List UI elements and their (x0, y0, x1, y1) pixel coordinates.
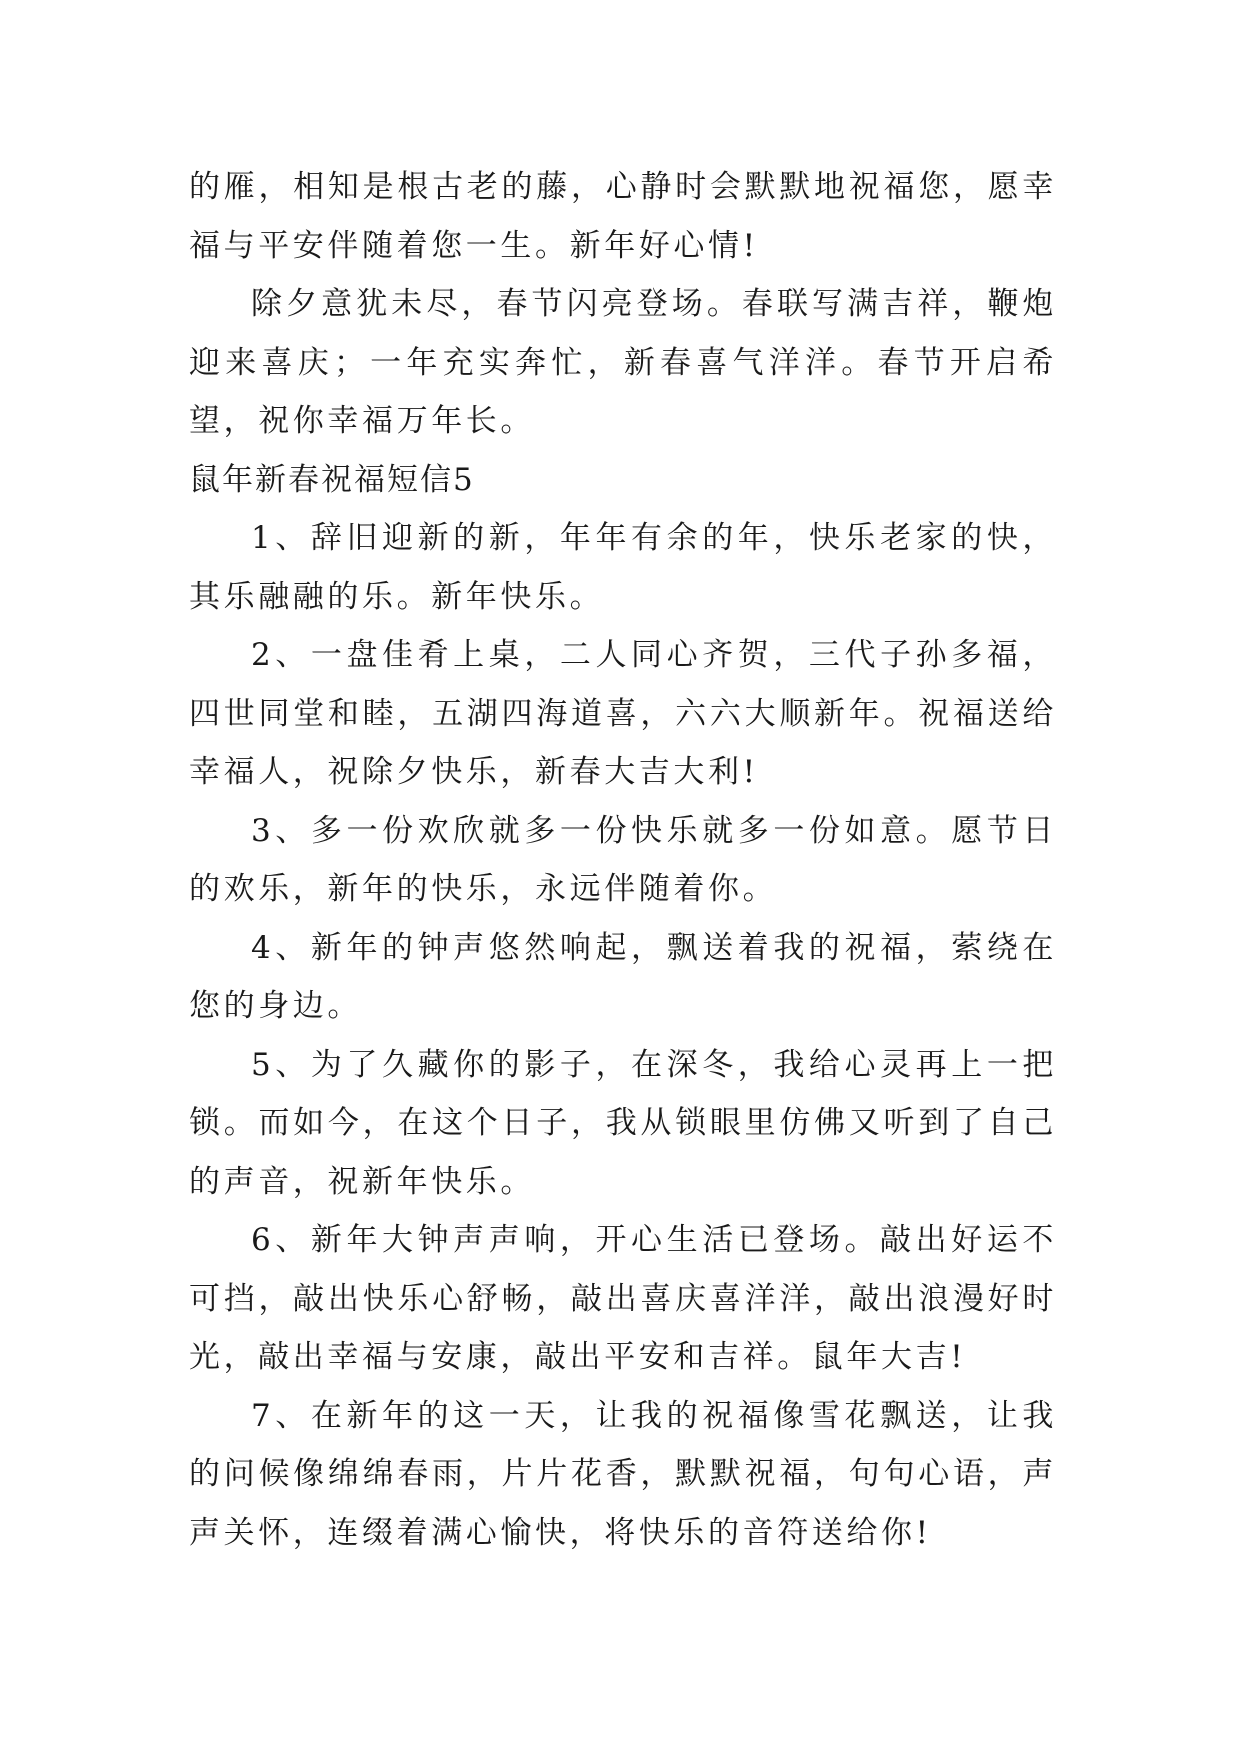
list-item-4: 4、新年的钟声悠然响起，飘送着我的祝福，萦绕在您的身边。 (189, 929, 1057, 1024)
continuation-paragraph: 的雁，相知是根古老的藤，心静时会默默地祝福您，愿幸福与平安伴随着您一生。新年好心情! (189, 169, 1057, 264)
list-item-5: 5、为了久藏你的影子，在深冬，我给心灵再上一把锁。而如今，在这个日子，我从锁眼里仿佛又听到了自己的声音，祝新年快乐。 (189, 1046, 1057, 1200)
list-item-1: 1、辞旧迎新的新，年年有余的年，快乐老家的快，其乐融融的乐。新年快乐。 (189, 520, 1057, 615)
list-item-6: 6、新年大钟声声响，开心生活已登场。敲出好运不可挡，敲出快乐心舒畅，敲出喜庆喜洋洋，敲出浪漫好时光，敲出幸福与安康，敲出平安和吉祥。鼠年大吉! (189, 1222, 1057, 1375)
list-item-7: 7、在新年的这一天，让我的祝福像雪花飘送，让我的问候像绵绵春雨，片片花香，默默祝福，句句心语，声声关怀，连缀着满心愉快，将快乐的音符送给你! (189, 1397, 1057, 1551)
section-heading: 鼠年新春祝福短信5 (189, 461, 475, 498)
paragraph: 除夕意犹未尽，春节闪亮登场。春联写满吉祥，鞭炮迎来喜庆；一年充实奔忙，新春喜气洋洋。春节开启希望，祝你幸福万年长。 (189, 286, 1057, 439)
list-item-2: 2、一盘佳肴上桌，二人同心齐贺，三代子孙多福，四世同堂和睦，五湖四海道喜，六六大顺新年。祝福送给幸福人，祝除夕快乐，新春大吉大利! (189, 637, 1057, 790)
document-body (189, 158, 1057, 1562)
list-item-3: 3、多一份欢欣就多一份快乐就多一份如意。愿节日的欢乐，新年的快乐，永远伴随着你。 (189, 812, 1057, 907)
